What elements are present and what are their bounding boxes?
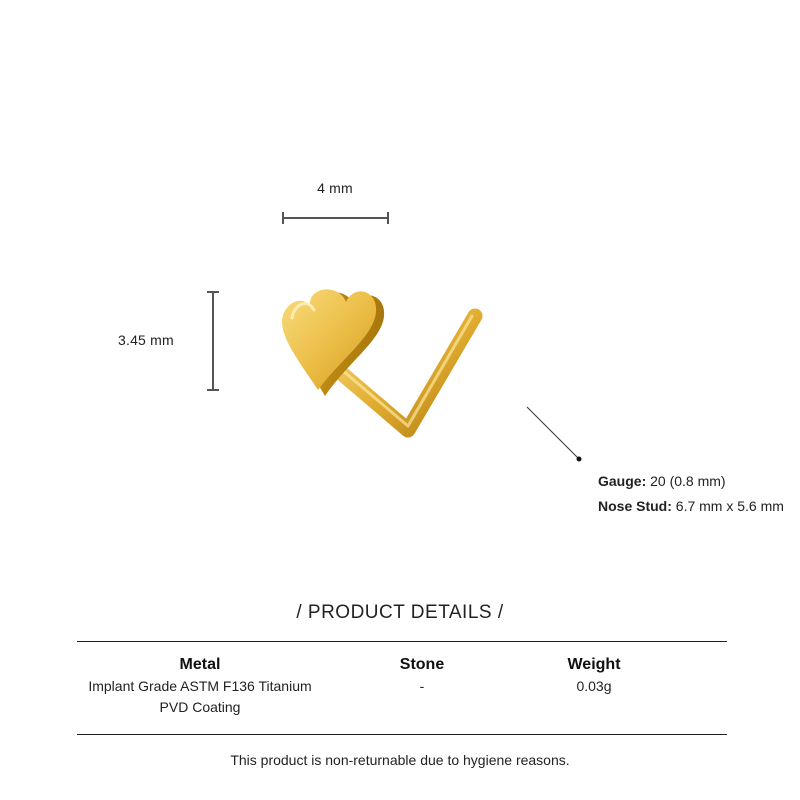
gauge-spec	[598, 473, 726, 489]
metal-column	[70, 656, 330, 718]
nose-stud-label: Nose Stud:	[598, 498, 672, 514]
height-dimension-bar	[205, 288, 221, 394]
gauge-label: Gauge:	[598, 473, 647, 489]
height-dimension-label: 3.45 mm	[118, 332, 174, 348]
details-top-rule	[77, 641, 727, 642]
product-image	[270, 280, 490, 450]
metal-header: Metal	[179, 656, 221, 673]
product-details-title: / PRODUCT DETAILS /	[296, 602, 504, 623]
gauge-value: 20 (0.8 mm)	[650, 473, 726, 489]
weight-value: 0.03g	[576, 678, 612, 694]
metal-value-line-2: PVD Coating	[159, 699, 241, 715]
details-bottom-rule	[77, 734, 727, 735]
weight-header: Weight	[567, 656, 621, 673]
spec-leader-line	[525, 405, 585, 465]
weight-column	[514, 656, 674, 697]
width-dimension-bar	[280, 210, 392, 226]
nose-stud-value: 6.7 mm x 5.6 mm	[675, 498, 784, 514]
stone-column	[342, 656, 502, 697]
stone-value: -	[419, 678, 425, 694]
stone-header: Stone	[399, 656, 445, 673]
return-policy-note: This product is non-returnable due to hygiene reasons.	[230, 752, 570, 768]
width-dimension-label: 4 mm	[317, 180, 353, 196]
metal-value-line-1: Implant Grade ASTM F136 Titanium	[88, 678, 312, 694]
nose-stud-spec	[598, 498, 784, 514]
